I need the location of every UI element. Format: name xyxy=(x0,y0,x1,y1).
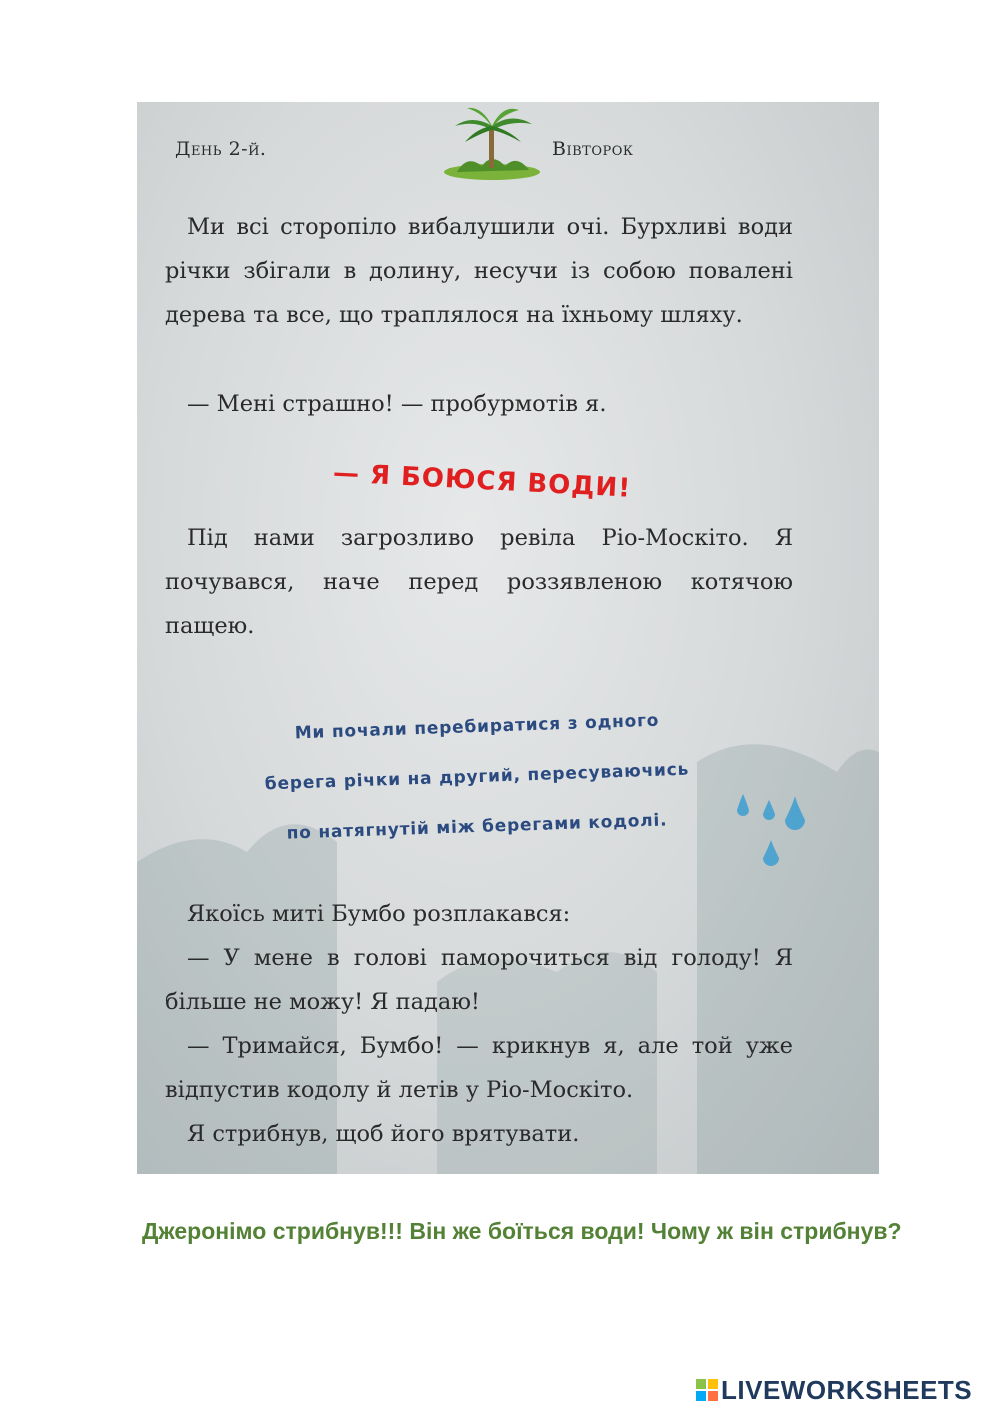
crossing-note-line: берега річки на другий, пересуваючись xyxy=(264,759,690,795)
paragraph-scared: — Мені страшно! — пробурмотів я. xyxy=(187,391,607,417)
paragraph-rio-mosquito: Під нами загрозливо ревіла Ріо-Москіто. Я почувався, наче перед роззявленою котячою пащею. xyxy=(165,525,793,639)
bumbo-line: Якоїсь миті Бумбо розплакався: xyxy=(187,901,571,927)
liveworksheets-logo-icon xyxy=(696,1379,718,1401)
palm-tree-icon xyxy=(437,104,547,180)
weekday-label: Вівторок xyxy=(552,138,634,160)
bumbo-line: Я стрибнув, щоб його врятувати. xyxy=(187,1121,580,1147)
liveworksheets-brand xyxy=(696,1375,972,1405)
bumbo-line: — У мене в голові паморочиться від голоду! Я більше не можу! Я падаю! xyxy=(165,945,793,1015)
day-label: День 2-й. xyxy=(175,138,267,160)
crossing-note-line: Ми почали перебиратися з одного xyxy=(294,710,660,744)
brand-name: LIVEWORKSHEETS xyxy=(721,1374,973,1405)
page-header xyxy=(137,102,879,192)
book-page-photo xyxy=(137,102,879,1174)
crossing-note-line: по натягнутій між берегами кодолі. xyxy=(286,810,668,844)
water-drops-icon xyxy=(727,792,827,882)
paragraph-bumbo xyxy=(165,892,793,1156)
afraid-of-water-exclamation: — Я БОЮСЯ ВОДИ! xyxy=(332,458,632,504)
bumbo-line: — Тримайся, Бумбо! — крикнув я, але той уже відпустив кодолу й летів у Ріо-Москіто. xyxy=(165,1033,793,1103)
paragraph-river: Ми всі сторопіло вибалушили очі. Бурхливі води річки збігали в долину, несучи із собою повалені дерева та все, що траплялося на їхньому шляху. xyxy=(165,214,793,328)
question-text: Джеронімо стрибнув!!! Він же боїться води! Чому ж він стрибнув? xyxy=(142,1218,902,1244)
crossing-note xyxy=(197,702,757,852)
